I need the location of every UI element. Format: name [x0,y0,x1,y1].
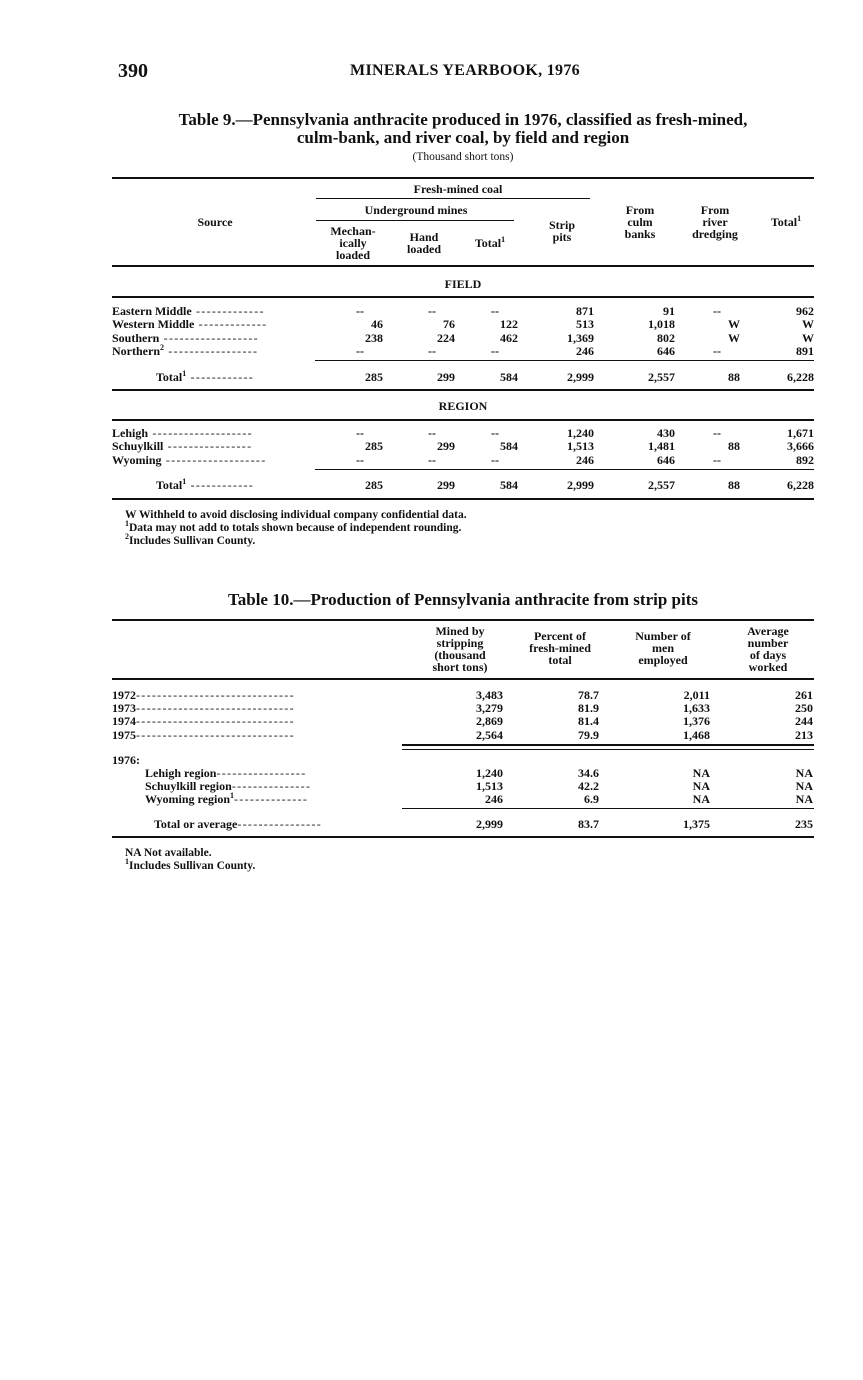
cell-total: 962 [796,304,814,318]
header-number-of-men: Number of men employed [635,629,691,667]
group-label-1976: 1976: [112,753,140,767]
cell-strip: 1,513 [567,439,594,454]
cell-strip: 246 [576,452,594,467]
cell-total: 892 [796,452,814,467]
header-fresh-mined: Fresh-mined coal [413,182,503,196]
cell-ugtotal: 584 [500,370,518,384]
cell-men: NA [692,792,710,807]
cell-ugtotal: 462 [500,330,518,345]
row-label: Lehigh ------------------- [112,426,253,440]
cell-mech: -- [356,304,364,318]
cell-men: NA [692,766,710,780]
cell-culm: 1,018 [648,317,675,332]
row-label: Northern$^2$ ----------------- [112,342,259,358]
cell-river: 88 [728,439,740,454]
page-number: 390 [118,60,148,82]
header-mined-by-stripping: Mined by stripping (thousand short tons) [432,624,488,674]
cell-mech: 46 [371,317,383,332]
cell-hand: 224 [437,330,455,345]
cell-river: -- [713,452,721,467]
table9-title-line1: Table 9.—Pennsylvania anthracite produced in 1976, classified as fresh-mined, [178,110,748,129]
cell-mech: -- [356,343,364,358]
region-rule [112,419,814,421]
cell-hand: -- [428,426,436,440]
cell-hand: 299 [437,478,455,492]
cell-hand: -- [428,304,436,318]
cell-ugtotal: 584 [500,478,518,492]
row-label: Wyoming region$^1$-------------- [145,791,309,807]
cell-days: 235 [795,817,813,831]
cell-hand: -- [428,343,436,358]
cell-days: 250 [795,701,813,716]
cell-pct: 78.7 [578,688,599,702]
field-subtotal-rule [315,360,814,361]
row-label: Lehigh region----------------- [145,766,307,780]
cell-mined: 1,240 [476,766,503,780]
table10-double-rule-a [402,744,814,746]
cell-hand: 299 [437,370,455,384]
cell-strip: 246 [576,343,594,358]
cell-hand: 299 [437,439,455,454]
cell-river: 88 [728,370,740,384]
row-label: Schuylkill region--------------- [145,779,312,794]
table9-header-bottom-rule [112,265,814,267]
section-heading-region: REGION [438,399,488,413]
cell-total: W [802,330,814,345]
cell-total: W [802,317,814,332]
table10-header-bottom-rule [112,678,814,680]
row-label: Schuylkill ---------------- [112,439,253,454]
cell-days: NA [795,779,813,794]
cell-culm: 430 [657,426,675,440]
header-total: Total$^1$ [770,214,802,229]
cell-total: 1,671 [787,426,814,440]
header-underground-total: Total$^1$ [474,235,506,250]
row-label: 1975------------------------------ [112,727,295,742]
cell-mined: 2,869 [476,714,503,729]
cell-culm: 1,481 [648,439,675,454]
cell-ugtotal: -- [491,426,499,440]
cell-river: -- [713,304,721,318]
cell-river: -- [713,426,721,440]
table10-double-rule-b [402,749,814,750]
cell-culm: 646 [657,343,675,358]
cell-mech: 285 [365,370,383,384]
total-label: Total$^1$ ------------ [156,369,255,384]
header-strip-pits: Strip pits [548,218,575,244]
cell-strip: 1,369 [567,330,594,345]
table10-footnote-1: $^1$Includes Sullivan County. [125,857,256,872]
table10-footnote-na: NA Not available. [125,847,212,859]
cell-total: 6,228 [787,478,814,492]
cell-culm: 2,557 [648,370,675,384]
cell-river: W [728,317,740,332]
table9-footnote-2: $^2$Includes Sullivan County. [125,532,256,547]
cell-mined: 2,564 [476,727,503,742]
header-average-days: Average number of days worked [747,624,789,674]
cell-men: 1,633 [683,701,710,716]
running-head: MINERALS YEARBOOK, 1976 [350,62,580,79]
row-label: Western Middle ------------- [112,317,268,332]
header-hand-loaded: Hand loaded [406,230,441,256]
cell-men: 2,011 [683,688,710,702]
table9-title-line2: culm-bank, and river coal, by field and region [296,128,630,147]
cell-total: 6,228 [787,370,814,384]
table9-bottom-rule [112,498,814,500]
cell-ugtotal: -- [491,452,499,467]
cell-days: 261 [795,688,813,702]
row-label: 1973------------------------------ [112,701,295,716]
cell-mech: -- [356,452,364,467]
header-source: Source [197,215,233,229]
cell-men: 1,375 [683,817,710,831]
cell-ugtotal: 122 [500,317,518,332]
cell-days: 213 [795,727,813,742]
cell-mined: 2,999 [476,817,503,831]
cell-river: -- [713,343,721,358]
row-label: 1972------------------------------ [112,688,295,702]
cell-days: NA [795,792,813,807]
cell-pct: 81.9 [578,701,599,716]
cell-culm: 91 [663,304,675,318]
cell-strip: 2,999 [567,478,594,492]
cell-river: 88 [728,478,740,492]
header-percent-fresh-mined: Percent of fresh-mined total [529,629,591,667]
cell-pct: 42.2 [578,779,599,794]
row-label: Wyoming ------------------- [112,452,267,467]
cell-mined: 3,279 [476,701,503,716]
cell-ugtotal: -- [491,304,499,318]
total-label: Total$^1$ ------------ [156,477,255,492]
cell-pct: 83.7 [578,817,599,831]
row-label: Southern ------------------ [112,330,259,345]
cell-days: 244 [795,714,813,729]
table9-footnote-1: $^1$Data may not add to totals shown because of independent rounding. [125,519,462,534]
header-rule-fresh [316,198,590,199]
cell-mech: 238 [365,330,383,345]
region-subtotal-rule [315,469,814,470]
cell-culm: 646 [657,452,675,467]
table9-top-rule [112,177,814,179]
cell-mined: 246 [485,792,503,807]
row-label: Eastern Middle ------------- [112,304,265,318]
cell-pct: 34.6 [578,766,599,780]
table10-bottom-rule [112,836,814,838]
table10-top-rule [112,619,814,621]
cell-river: W [728,330,740,345]
cell-strip: 2,999 [567,370,594,384]
cell-ugtotal: -- [491,343,499,358]
cell-men: 1,468 [683,727,710,742]
cell-hand: -- [428,452,436,467]
cell-total: 891 [796,343,814,358]
table9-subtitle: (Thousand short tons) [412,151,514,163]
header-river-dredging: From river dredging [692,203,738,241]
cell-days: NA [795,766,813,780]
cell-strip: 871 [576,304,594,318]
field-total-rule [112,389,814,391]
table9-footnote-w: W Withheld to avoid disclosing individual company confidential data. [125,509,467,521]
header-mechanically-loaded: Mechan- ically loaded [330,224,376,262]
cell-men: 1,376 [683,714,710,729]
cell-hand: 76 [443,317,455,332]
cell-pct: 79.9 [578,727,599,742]
cell-mined: 3,483 [476,688,503,702]
header-culm-banks: From culm banks [624,203,656,241]
cell-mech: 285 [365,478,383,492]
cell-pct: 81.4 [578,714,599,729]
row-label: 1974------------------------------ [112,714,295,729]
header-rule-underground [316,220,514,221]
field-rule [112,296,814,298]
cell-mined: 1,513 [476,779,503,794]
cell-strip: 1,240 [567,426,594,440]
cell-total: 3,666 [787,439,814,454]
cell-culm: 802 [657,330,675,345]
cell-men: NA [692,779,710,794]
table10-subtotal-rule [402,808,814,809]
row-label: Total or average---------------- [154,817,323,831]
cell-mech: 285 [365,439,383,454]
cell-ugtotal: 584 [500,439,518,454]
cell-culm: 2,557 [648,478,675,492]
section-heading-field: FIELD [444,277,482,291]
header-underground: Underground mines [364,203,468,217]
cell-mech: -- [356,426,364,440]
cell-pct: 6.9 [584,792,599,807]
table10-title: Table 10.—Production of Pennsylvania anthracite from strip pits [227,590,699,609]
cell-strip: 513 [576,317,594,332]
